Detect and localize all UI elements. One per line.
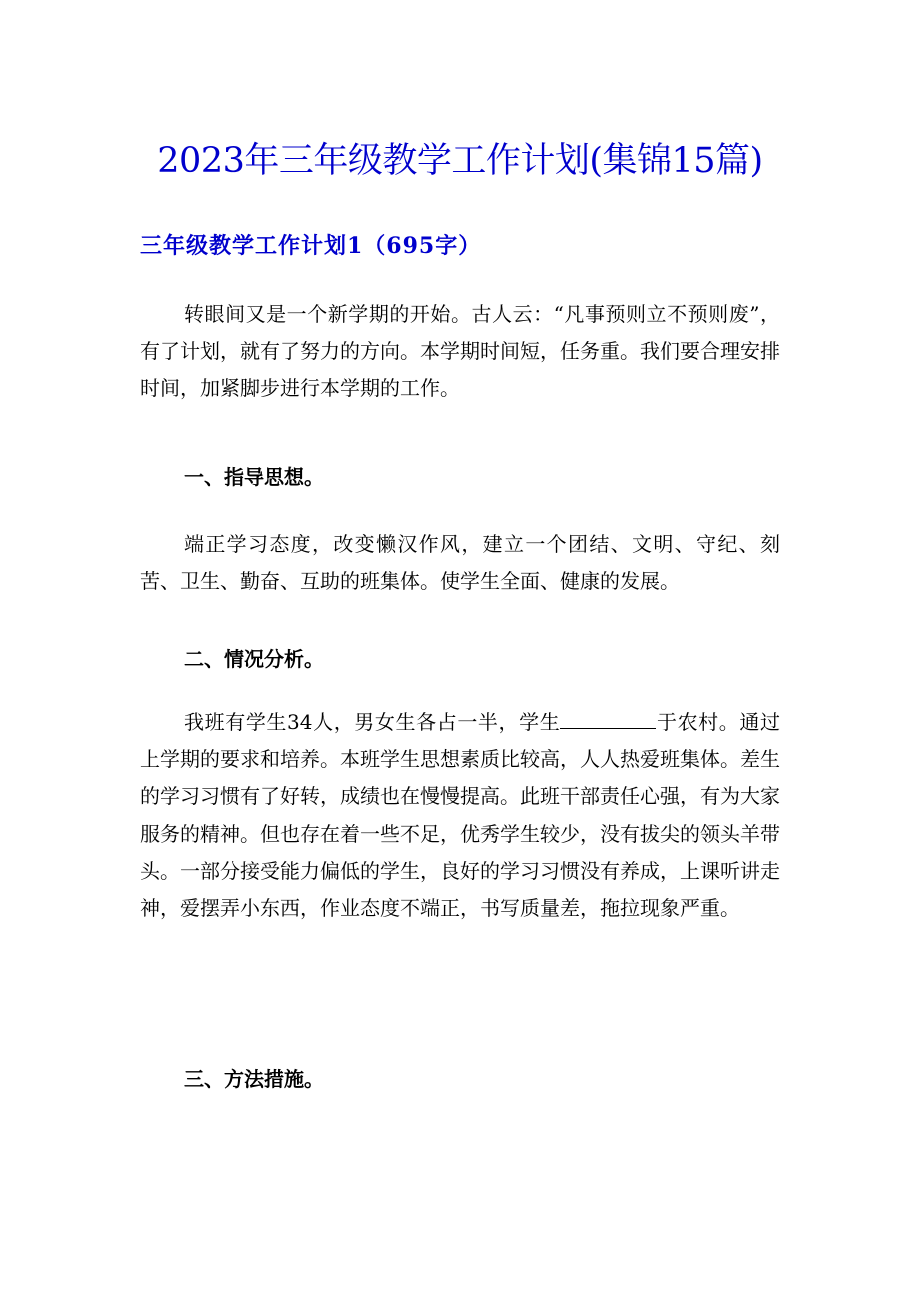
paragraph-text-after-blank: 于农村。通过上学期的要求和培养。本班学生思想素质比较高，人人热爱班集体。差生的学习习惯有了好转，成绩也在慢慢提高。此班干部责任心强，有为大家服务的精神。但也存在着一些不足，优秀学生较少，没有拔尖的领头羊带头。一部分接受能力偏低的学生，良好的学习习惯没有养成，上课听讲走神，爱摆弄小东西，作业态度不端正，书写质量差，拖拉现象严重。 xyxy=(140,710,780,921)
section-title: 三年级教学工作计划1（695字） xyxy=(140,233,482,259)
intro-paragraph: 转眼间又是一个新学期的开始。古人云：“凡事预则立不预则废”，有了计划，就有了努力的方向。本学期时间短，任务重。我们要合理安排时间，加紧脚步进行本学期的工作。 xyxy=(140,302,780,401)
paragraph-situation-analysis xyxy=(140,704,780,927)
heading-methods-measures: 三、方法措施。 xyxy=(184,1067,324,1091)
document-title: 2023年三年级教学工作计划(集锦15篇) xyxy=(157,141,763,181)
heading-guiding-thought: 一、指导思想。 xyxy=(184,465,324,489)
paragraph-text-before-blank: 我班有学生34人，男女生各占一半，学生 xyxy=(184,710,561,734)
heading-situation-analysis: 二、情况分析。 xyxy=(184,647,324,671)
fill-in-blank-line xyxy=(560,710,656,729)
paragraph-guiding-thought: 端正学习态度，改变懒汉作风，建立一个团结、文明、守纪、刻苦、卫生、勤奋、互助的班集体。使学生全面、健康的发展。 xyxy=(140,532,780,594)
